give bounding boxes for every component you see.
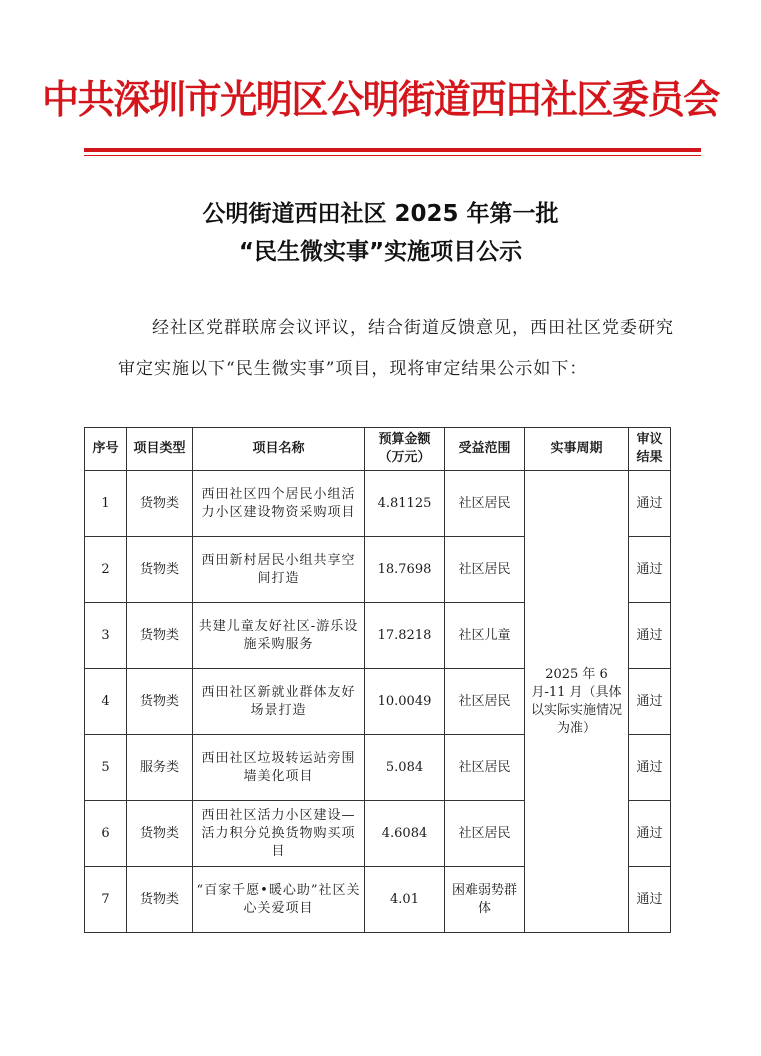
row-result: 通过 <box>629 669 671 735</box>
row-beneficiary: 社区居民 <box>445 669 525 735</box>
row-result: 通过 <box>629 735 671 801</box>
row-project-name: 西田社区四个居民小组活力小区建设物资采购项目 <box>193 471 365 537</box>
row-seq: 3 <box>85 603 127 669</box>
row-project-name: “百家千愿•暖心助”社区关心关爱项目 <box>193 867 365 933</box>
row-category: 货物类 <box>127 867 193 933</box>
row-result: 通过 <box>629 471 671 537</box>
header-result: 审议结果 <box>629 428 671 471</box>
issuer-title: 中共深圳市光明区公明街道西田社区委员会 <box>42 78 719 123</box>
row-project-name: 西田社区新就业群体友好场景打造 <box>193 669 365 735</box>
row-result: 通过 <box>629 867 671 933</box>
projects-table <box>84 427 671 933</box>
row-budget: 4.01 <box>365 867 445 933</box>
row-project-name: 西田社区活力小区建设—活力积分兑换货物购买项目 <box>193 801 365 867</box>
document-title-line-1: 公明街道西田社区 2025 年第一批 <box>202 201 559 227</box>
row-seq: 7 <box>85 867 127 933</box>
row-budget: 4.81125 <box>365 471 445 537</box>
row-budget: 10.0049 <box>365 669 445 735</box>
row-seq: 2 <box>85 537 127 603</box>
row-project-name: 共建儿童友好社区-游乐设施采购服务 <box>193 603 365 669</box>
header-red-thin-rule <box>84 155 701 156</box>
row-category: 货物类 <box>127 603 193 669</box>
row-seq: 4 <box>85 669 127 735</box>
intro-paragraph: 经社区党群联席会议评议，结合街道反馈意见，西田社区党委研究审定实施以下“民生微实事”项目，现将审定结果公示如下： <box>118 318 674 379</box>
row-category: 货物类 <box>127 471 193 537</box>
table-row <box>85 471 671 537</box>
shared-period-cell: 2025 年 6 月-11 月（具体以实际实施情况为准） <box>525 471 629 933</box>
header-period: 实事周期 <box>525 428 629 471</box>
row-category: 货物类 <box>127 537 193 603</box>
row-seq: 5 <box>85 735 127 801</box>
row-project-name: 西田社区垃圾转运站旁围墙美化项目 <box>193 735 365 801</box>
row-category: 货物类 <box>127 801 193 867</box>
row-beneficiary: 社区儿童 <box>445 603 525 669</box>
row-seq: 1 <box>85 471 127 537</box>
header-seq: 序号 <box>85 428 127 471</box>
header-beneficiary: 受益范围 <box>445 428 525 471</box>
header-budget: 预算金额（万元） <box>365 428 445 471</box>
row-result: 通过 <box>629 603 671 669</box>
row-budget: 17.8218 <box>365 603 445 669</box>
row-beneficiary: 社区居民 <box>445 735 525 801</box>
header-category: 项目类型 <box>127 428 193 471</box>
row-beneficiary: 社区居民 <box>445 801 525 867</box>
row-beneficiary: 社区居民 <box>445 471 525 537</box>
row-budget: 5.084 <box>365 735 445 801</box>
table-header-row <box>85 428 671 471</box>
header-red-rule <box>84 148 701 152</box>
row-beneficiary: 社区居民 <box>445 537 525 603</box>
row-category: 货物类 <box>127 669 193 735</box>
document-title-line-2: “民生微实事”实施项目公示 <box>238 239 523 265</box>
row-budget: 18.7698 <box>365 537 445 603</box>
header-name: 项目名称 <box>193 428 365 471</box>
row-project-name: 西田新村居民小组共享空间打造 <box>193 537 365 603</box>
row-result: 通过 <box>629 801 671 867</box>
row-budget: 4.6084 <box>365 801 445 867</box>
row-category: 服务类 <box>127 735 193 801</box>
row-result: 通过 <box>629 537 671 603</box>
row-seq: 6 <box>85 801 127 867</box>
row-beneficiary: 困难弱势群体 <box>445 867 525 933</box>
